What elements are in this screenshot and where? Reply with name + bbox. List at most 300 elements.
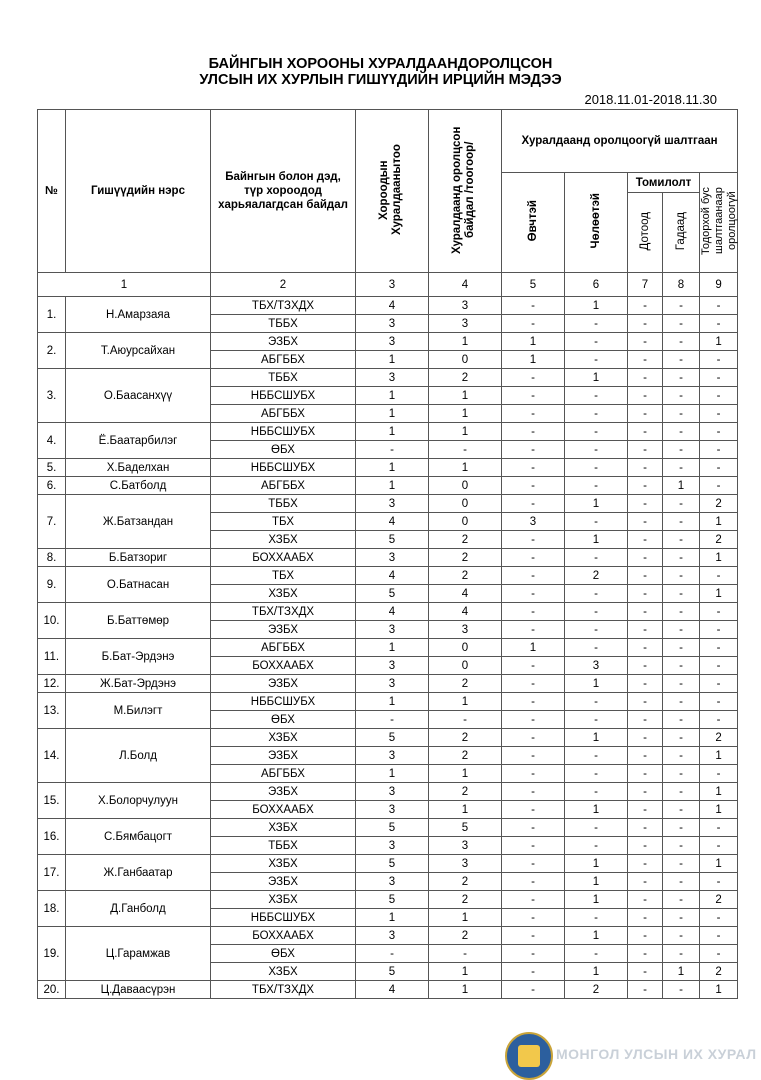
value-cell: - (663, 495, 700, 513)
value-cell: - (628, 747, 663, 765)
member-number: 6. (38, 477, 66, 495)
value-cell: 5 (356, 891, 429, 909)
member-name: Х.Баделхан (66, 459, 211, 477)
committee-cell: АБГББХ (211, 405, 356, 423)
value-cell: 1 (565, 963, 628, 981)
committee-cell: ХЗБХ (211, 729, 356, 747)
table-row (38, 549, 738, 567)
committee-cell: АБГББХ (211, 639, 356, 657)
value-cell: 1 (429, 981, 502, 999)
member-name: С.Бямбацогт (66, 819, 211, 855)
value-cell: - (628, 423, 663, 441)
table-row (38, 369, 738, 387)
value-cell: 1 (356, 477, 429, 495)
page-title-line1: БАЙНГЫН ХОРООНЫ ХУРАЛДААНДОРОЛЦСОН (208, 56, 553, 72)
value-cell: 1 (565, 675, 628, 693)
value-cell: - (502, 945, 565, 963)
value-cell: 2 (700, 729, 738, 747)
member-number: 20. (38, 981, 66, 999)
table-row (38, 477, 738, 495)
value-cell: 3 (502, 513, 565, 531)
value-cell: - (565, 621, 628, 639)
value-cell: - (628, 549, 663, 567)
value-cell: - (628, 639, 663, 657)
member-number: 19. (38, 927, 66, 981)
value-cell: - (628, 369, 663, 387)
value-cell: 2 (429, 927, 502, 945)
col-header-abroad: Гадаад (663, 193, 700, 273)
committee-cell: НББСШУБХ (211, 423, 356, 441)
value-cell: 1 (700, 747, 738, 765)
value-cell: - (565, 639, 628, 657)
value-cell: 0 (429, 513, 502, 531)
member-number: 16. (38, 819, 66, 855)
value-cell: - (628, 441, 663, 459)
column-number-row (38, 273, 738, 297)
value-cell: - (700, 405, 738, 423)
value-cell: - (628, 297, 663, 315)
value-cell: 4 (429, 585, 502, 603)
table-row (38, 495, 738, 513)
value-cell: 1 (356, 639, 429, 657)
value-cell: - (700, 675, 738, 693)
page-title-line2: УЛСЫН ИХ ХУРЛЫН ГИШҮҮДИЙН ИРЦИЙН МЭДЭЭ (199, 72, 562, 88)
value-cell: 1 (356, 459, 429, 477)
value-cell: - (565, 477, 628, 495)
value-cell: - (663, 747, 700, 765)
committee-cell: ТББХ (211, 369, 356, 387)
value-cell: - (700, 477, 738, 495)
value-cell: - (502, 873, 565, 891)
value-cell: - (628, 927, 663, 945)
value-cell: - (565, 351, 628, 369)
value-cell: 3 (356, 621, 429, 639)
value-cell: - (565, 945, 628, 963)
value-cell: - (663, 531, 700, 549)
col-header-sessions: Хороодын Хуралдаанытоо (356, 110, 429, 273)
value-cell: 5 (356, 963, 429, 981)
value-cell: - (700, 945, 738, 963)
value-cell: - (628, 567, 663, 585)
value-cell: 4 (356, 297, 429, 315)
value-cell: - (663, 765, 700, 783)
col-header-mission: Томилолт (628, 173, 700, 193)
value-cell: - (565, 837, 628, 855)
value-cell: - (502, 315, 565, 333)
member-name: Ж.Ганбаатар (66, 855, 211, 891)
value-cell: - (628, 873, 663, 891)
value-cell: 0 (429, 639, 502, 657)
value-cell: - (628, 729, 663, 747)
value-cell: - (628, 801, 663, 819)
value-cell: 0 (429, 657, 502, 675)
value-cell: - (628, 981, 663, 999)
value-cell: 1 (429, 387, 502, 405)
member-name: Ж.Бат-Эрдэнэ (66, 675, 211, 693)
value-cell: 3 (429, 297, 502, 315)
value-cell: - (502, 783, 565, 801)
value-cell: 1 (565, 855, 628, 873)
value-cell: 1 (502, 639, 565, 657)
committee-cell: АБГББХ (211, 765, 356, 783)
value-cell: - (663, 891, 700, 909)
value-cell: 2 (565, 981, 628, 999)
committee-cell: БОХХААБХ (211, 657, 356, 675)
value-cell: - (628, 891, 663, 909)
value-cell: - (628, 315, 663, 333)
value-cell: - (663, 441, 700, 459)
value-cell: - (502, 963, 565, 981)
value-cell: 2 (429, 567, 502, 585)
value-cell: - (628, 693, 663, 711)
value-cell: 3 (356, 369, 429, 387)
committee-cell: НББСШУБХ (211, 459, 356, 477)
value-cell: 2 (429, 747, 502, 765)
value-cell: 1 (565, 729, 628, 747)
value-cell: 3 (429, 837, 502, 855)
table-row (38, 423, 738, 441)
committee-cell: НББСШУБХ (211, 693, 356, 711)
value-cell: - (663, 387, 700, 405)
value-cell: - (565, 711, 628, 729)
value-cell: 3 (429, 855, 502, 873)
value-cell: - (565, 819, 628, 837)
value-cell: - (663, 675, 700, 693)
committee-cell: БОХХААБХ (211, 801, 356, 819)
value-cell: - (565, 405, 628, 423)
value-cell: 3 (356, 675, 429, 693)
value-cell: 1 (700, 981, 738, 999)
value-cell: - (502, 981, 565, 999)
value-cell: - (663, 549, 700, 567)
value-cell: - (628, 531, 663, 549)
value-cell: - (663, 657, 700, 675)
value-cell: - (502, 549, 565, 567)
col-header-committee: Байнгын болон дэд, түр хороодод харьяалагдсан байдал (211, 110, 356, 273)
value-cell: 1 (356, 387, 429, 405)
committee-cell: ЭЗБХ (211, 675, 356, 693)
value-cell: 1 (565, 801, 628, 819)
member-number: 14. (38, 729, 66, 783)
value-cell: 2 (429, 549, 502, 567)
value-cell: 1 (429, 909, 502, 927)
value-cell: 2 (429, 369, 502, 387)
value-cell: - (700, 459, 738, 477)
value-cell: 4 (356, 603, 429, 621)
member-number: 18. (38, 891, 66, 927)
column-number: 8 (663, 273, 700, 297)
value-cell: - (628, 477, 663, 495)
value-cell: 3 (429, 621, 502, 639)
value-cell: 1 (502, 333, 565, 351)
value-cell: - (663, 945, 700, 963)
value-cell: 2 (700, 891, 738, 909)
value-cell: - (502, 531, 565, 549)
value-cell: 1 (663, 477, 700, 495)
member-number: 9. (38, 567, 66, 603)
value-cell: - (700, 927, 738, 945)
value-cell: 1 (565, 927, 628, 945)
value-cell: 3 (356, 837, 429, 855)
value-cell: - (502, 675, 565, 693)
value-cell: - (700, 387, 738, 405)
value-cell: 3 (356, 333, 429, 351)
value-cell: 2 (565, 567, 628, 585)
value-cell: - (700, 567, 738, 585)
member-name: Ё.Баатарбилэг (66, 423, 211, 459)
value-cell: - (565, 747, 628, 765)
value-cell: 1 (429, 963, 502, 981)
value-cell: 1 (700, 333, 738, 351)
value-cell: 5 (356, 531, 429, 549)
value-cell: - (502, 657, 565, 675)
value-cell: 1 (502, 351, 565, 369)
value-cell: - (502, 891, 565, 909)
member-number: 7. (38, 495, 66, 549)
value-cell: - (700, 837, 738, 855)
value-cell: - (628, 819, 663, 837)
committee-cell: ТББХ (211, 837, 356, 855)
member-number: 5. (38, 459, 66, 477)
value-cell: 1 (356, 765, 429, 783)
table-row (38, 783, 738, 801)
value-cell: 4 (429, 603, 502, 621)
value-cell: - (663, 819, 700, 837)
member-name: Ж.Батзандан (66, 495, 211, 549)
committee-cell: НББСШУБХ (211, 909, 356, 927)
table-row (38, 459, 738, 477)
value-cell: - (663, 783, 700, 801)
committee-cell: ТБХ (211, 567, 356, 585)
committee-cell: ЭЗБХ (211, 621, 356, 639)
value-cell: - (700, 909, 738, 927)
value-cell: - (429, 945, 502, 963)
value-cell: - (502, 369, 565, 387)
member-name: С.Батболд (66, 477, 211, 495)
value-cell: - (663, 369, 700, 387)
value-cell: 1 (429, 765, 502, 783)
value-cell: - (502, 477, 565, 495)
member-number: 8. (38, 549, 66, 567)
value-cell: 2 (429, 729, 502, 747)
value-cell: 1 (700, 801, 738, 819)
watermark: МОНГОЛ УЛСЫН ИХ ХУРАЛ (556, 1046, 757, 1062)
value-cell: 1 (429, 459, 502, 477)
report-period: 2018.11.01-2018.11.30 (584, 92, 717, 107)
value-cell: 5 (356, 729, 429, 747)
value-cell: 1 (565, 873, 628, 891)
member-number: 13. (38, 693, 66, 729)
value-cell: 1 (356, 423, 429, 441)
state-emblem-icon (505, 1032, 553, 1080)
committee-cell: БОХХААБХ (211, 549, 356, 567)
committee-cell: ХЗБХ (211, 891, 356, 909)
committee-cell: ТБХ (211, 513, 356, 531)
table-row (38, 675, 738, 693)
committee-cell: ХЗБХ (211, 963, 356, 981)
committee-cell: ТББХ (211, 495, 356, 513)
col-header-name: Гишүүдийн нэрс (66, 110, 211, 273)
value-cell: - (663, 459, 700, 477)
member-number: 2. (38, 333, 66, 369)
value-cell: 1 (663, 963, 700, 981)
value-cell: - (700, 351, 738, 369)
table-row (38, 891, 738, 909)
col-header-sick: Өвчтэй (502, 173, 565, 273)
value-cell: 1 (700, 513, 738, 531)
value-cell: - (628, 351, 663, 369)
col-header-attended: Хуралдаанд оролцсон байдал /тоогоор/ (429, 110, 502, 273)
value-cell: - (565, 387, 628, 405)
table-row (38, 639, 738, 657)
value-cell: - (502, 747, 565, 765)
value-cell: - (628, 585, 663, 603)
value-cell: - (663, 405, 700, 423)
value-cell: - (663, 927, 700, 945)
column-number: 9 (700, 273, 738, 297)
value-cell: - (565, 585, 628, 603)
value-cell: - (565, 513, 628, 531)
value-cell: 0 (429, 477, 502, 495)
value-cell: - (502, 405, 565, 423)
value-cell: - (700, 621, 738, 639)
committee-cell: ӨБХ (211, 945, 356, 963)
value-cell: - (663, 315, 700, 333)
value-cell: - (502, 711, 565, 729)
value-cell: - (429, 441, 502, 459)
value-cell: 1 (700, 783, 738, 801)
committee-cell: ТБХ/ТЗХДХ (211, 603, 356, 621)
member-name: Н.Амарзаяа (66, 297, 211, 333)
value-cell: - (565, 765, 628, 783)
value-cell: - (502, 837, 565, 855)
member-number: 10. (38, 603, 66, 639)
value-cell: - (700, 441, 738, 459)
member-name: Б.Баттөмөр (66, 603, 211, 639)
value-cell: - (663, 567, 700, 585)
value-cell: 5 (356, 855, 429, 873)
value-cell: 1 (700, 855, 738, 873)
value-cell: 4 (356, 981, 429, 999)
value-cell: 3 (356, 783, 429, 801)
value-cell: - (628, 513, 663, 531)
table-row (38, 729, 738, 747)
value-cell: 1 (565, 891, 628, 909)
value-cell: - (502, 801, 565, 819)
value-cell: - (663, 711, 700, 729)
value-cell: 1 (429, 405, 502, 423)
value-cell: 3 (356, 927, 429, 945)
value-cell: - (628, 333, 663, 351)
value-cell: - (663, 855, 700, 873)
member-number: 1. (38, 297, 66, 333)
value-cell: - (663, 639, 700, 657)
value-cell: 1 (429, 801, 502, 819)
value-cell: - (502, 585, 565, 603)
value-cell: - (628, 909, 663, 927)
value-cell: - (502, 297, 565, 315)
committee-cell: ЭЗБХ (211, 783, 356, 801)
value-cell: - (663, 603, 700, 621)
column-number: 1 (38, 273, 211, 297)
value-cell: 5 (356, 819, 429, 837)
value-cell: - (700, 693, 738, 711)
committee-cell: БОХХААБХ (211, 927, 356, 945)
value-cell: 2 (700, 963, 738, 981)
value-cell: - (700, 297, 738, 315)
value-cell: - (663, 873, 700, 891)
value-cell: 3 (356, 495, 429, 513)
table-row (38, 603, 738, 621)
value-cell: 1 (565, 297, 628, 315)
value-cell: 4 (356, 513, 429, 531)
value-cell: - (502, 765, 565, 783)
value-cell: 5 (356, 585, 429, 603)
value-cell: - (565, 423, 628, 441)
member-number: 12. (38, 675, 66, 693)
committee-cell: ЭЗБХ (211, 333, 356, 351)
value-cell: - (700, 819, 738, 837)
value-cell: - (502, 819, 565, 837)
column-number: 5 (502, 273, 565, 297)
value-cell: 0 (429, 495, 502, 513)
value-cell: - (356, 945, 429, 963)
member-number: 4. (38, 423, 66, 459)
member-name: Л.Болд (66, 729, 211, 783)
value-cell: - (628, 963, 663, 981)
value-cell: 2 (429, 873, 502, 891)
value-cell: - (502, 495, 565, 513)
committee-cell: ХЗБХ (211, 855, 356, 873)
value-cell: - (502, 441, 565, 459)
value-cell: - (502, 927, 565, 945)
value-cell: - (663, 981, 700, 999)
value-cell: 3 (356, 747, 429, 765)
value-cell: - (700, 711, 738, 729)
value-cell: - (663, 351, 700, 369)
table-row (38, 567, 738, 585)
value-cell: - (502, 729, 565, 747)
member-name: О.Баасанхүү (66, 369, 211, 423)
value-cell: - (663, 837, 700, 855)
value-cell: - (356, 441, 429, 459)
value-cell: - (429, 711, 502, 729)
member-name: Б.Бат-Эрдэнэ (66, 639, 211, 675)
committee-cell: ТБХ/ТЗХДХ (211, 981, 356, 999)
value-cell: 0 (429, 351, 502, 369)
value-cell: 2 (700, 495, 738, 513)
value-cell: - (663, 297, 700, 315)
column-number: 7 (628, 273, 663, 297)
value-cell: - (628, 495, 663, 513)
value-cell: 4 (356, 567, 429, 585)
value-cell: 1 (356, 351, 429, 369)
column-number: 3 (356, 273, 429, 297)
committee-cell: ТБХ/ТЗХДХ (211, 297, 356, 315)
value-cell: - (663, 621, 700, 639)
value-cell: - (628, 783, 663, 801)
member-name: Ц.Гарамжав (66, 927, 211, 981)
value-cell: - (663, 693, 700, 711)
value-cell: - (628, 765, 663, 783)
col-header-reasons: Хуралдаанд оролцоогүй шалтгаан (502, 110, 738, 173)
value-cell: - (565, 909, 628, 927)
value-cell: 2 (429, 531, 502, 549)
value-cell: 3 (429, 315, 502, 333)
value-cell: - (628, 837, 663, 855)
value-cell: - (565, 693, 628, 711)
value-cell: 5 (429, 819, 502, 837)
